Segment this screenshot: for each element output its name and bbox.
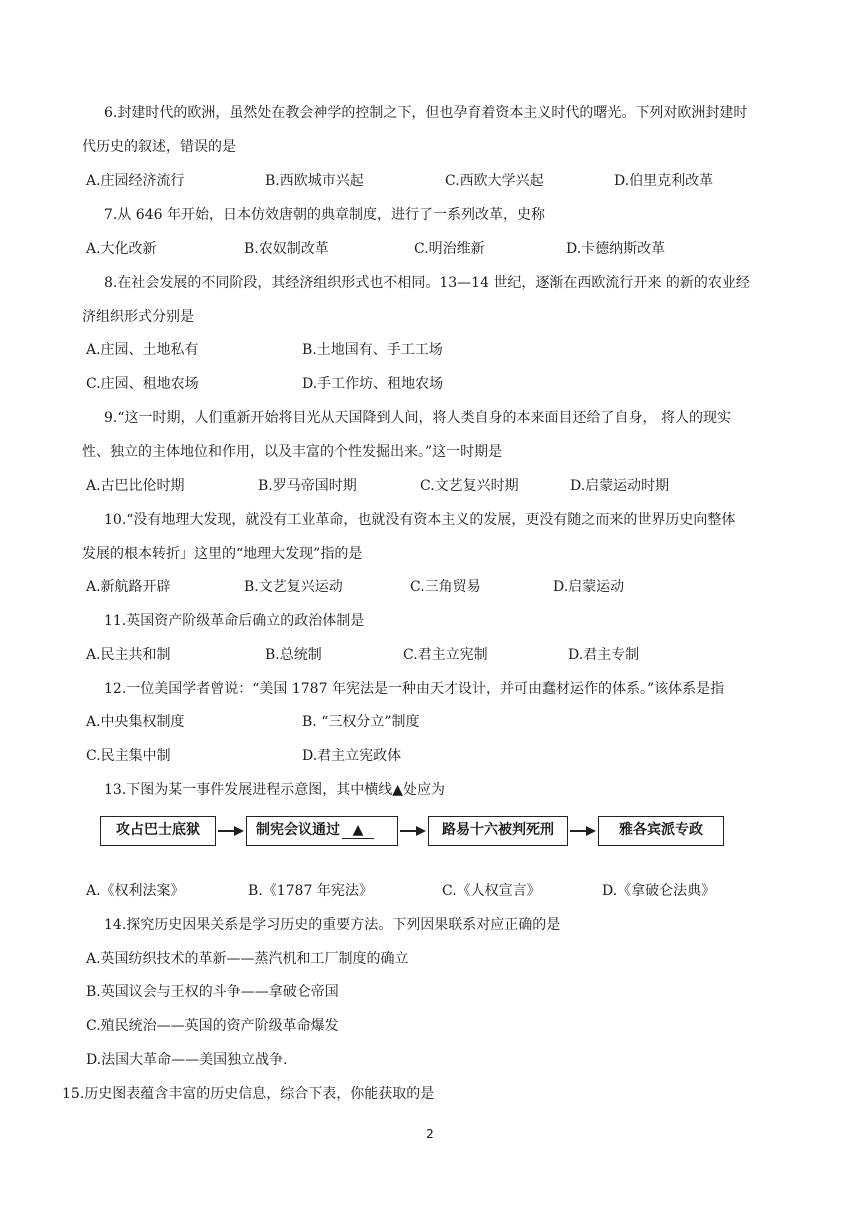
q6-option-c: C.西欧大学兴起 (445, 173, 544, 189)
flow-step-2 (246, 816, 398, 846)
q8-option-d: D.手工作坊、租地农场 (302, 376, 444, 392)
q12-option-d: D.君主立宪政体 (302, 748, 402, 764)
q13-flow-diagram (100, 816, 703, 850)
q7-stem: 7.从 646 年开始，日本仿效唐朝的典章制度，进行了一系列改革，史称 (104, 207, 545, 223)
q14-option-c: C.殖民统治——英国的资产阶级革命爆发 (86, 1018, 339, 1034)
q12-stem: 12.一位美国学者曾说：“美国 1787 年宪法是一种由天才设计，并可由蠢材运作的体系。”该体系是指 (104, 681, 725, 697)
q10-option-c: C.三角贸易 (410, 579, 481, 595)
q6-stem-line2: 代历史的叙述，错误的是 (82, 139, 236, 155)
flow-step-2-blank: ▲ (342, 822, 374, 839)
q11-stem: 11.英国资产阶级革命后确立的政治体制是 (104, 613, 365, 629)
q11-option-a: A.民主共和制 (86, 647, 171, 663)
q14-stem: 14.探究历史因果关系是学习历史的重要方法。下列因果联系对应正确的是 (104, 917, 561, 933)
flow-step-4: 雅各宾派专政 (598, 816, 724, 846)
q10-option-d: D.启蒙运动 (553, 579, 625, 595)
flow-step-3: 路易十六被判死刑 (428, 816, 568, 846)
q10-stem-line2: 发展的根本转折」这里的“地理大发现”指的是 (82, 546, 363, 562)
q9-stem-line1: 9.“这一时期，人们重新开始将目光从天国降到人间，将人类自身的本来面目还给了自身， 将人的现实 (104, 410, 731, 426)
flow-arrow-1 (218, 824, 244, 838)
q11-option-b: B.总统制 (265, 647, 322, 663)
q8-stem-line1: 8.在社会发展的不同阶段，其经济组织形式也不相同。13—14 世纪，逐渐在西欧流行开来 的新的农业经 (104, 275, 750, 291)
q11-option-c: C.君主立宪制 (403, 647, 488, 663)
q13-stem: 13.下图为某一事件发展进程示意图，其中横线▲处应为 (104, 782, 446, 798)
q6-option-a: A.庄园经济流行 (86, 173, 185, 189)
q12-option-b: B. “三权分立”制度 (302, 714, 420, 730)
q15-stem: 15.历史图表蕴含丰富的历史信息，综合下表，你能获取的是 (62, 1086, 435, 1102)
q6-option-d: D.伯里克利改革 (614, 173, 714, 189)
q10-option-a: A.新航路开辟 (86, 579, 171, 595)
q12-option-c: C.民主集中制 (86, 748, 171, 764)
q7-option-a: A.大化改新 (86, 241, 157, 257)
q9-option-c: C.文艺复兴时期 (420, 478, 519, 494)
q10-option-b: B.文艺复兴运动 (244, 579, 343, 595)
q9-option-a: A.古巴比伦时期 (86, 478, 185, 494)
q8-option-c: C.庄园、租地农场 (86, 376, 199, 392)
flow-arrow-3 (570, 824, 596, 838)
q11-option-d: D.君主专制 (568, 647, 640, 663)
q13-option-c: C.《人权宣言》 (442, 883, 541, 899)
q13-option-b: B.《1787 年宪法》 (248, 883, 373, 899)
q6-option-b: B.西欧城市兴起 (265, 173, 364, 189)
flow-arrow-2 (400, 824, 426, 838)
q8-stem-line2: 济组织形式分别是 (82, 309, 194, 325)
flow-step-1: 攻占巴士底狱 (100, 816, 216, 846)
q13-option-a: A.《权利法案》 (86, 883, 185, 899)
q14-option-a: A.英国纺织技术的革新——蒸汽机和工厂制度的确立 (86, 951, 409, 967)
q10-stem-line1: 10.“没有地理大发现，就没有工业革命，也就没有资本主义的发展，更没有随之而来的世界历史向整体 (104, 512, 736, 528)
q12-option-a: A.中央集权制度 (86, 714, 185, 730)
q9-stem-line2: 性、独立的主体地位和作用，以及丰富的个性发掘出来。”这一时期是 (82, 444, 503, 460)
q6-stem-line1: 6.封建时代的欧洲，虽然处在教会神学的控制之下，但也孕育着资本主义时代的曙光。下列对欧洲封建时 (104, 105, 748, 121)
q7-option-b: B.农奴制改革 (244, 241, 329, 257)
q14-option-b: B.英国议会与王权的斗争——拿破仑帝国 (86, 984, 339, 1000)
q8-option-b: B.土地国有、手工工场 (302, 342, 443, 358)
q9-option-d: D.启蒙运动时期 (570, 478, 670, 494)
q13-option-d: D.《拿破仑法典》 (602, 883, 716, 899)
q7-option-d: D.卡德纳斯改革 (566, 241, 666, 257)
q9-option-b: B.罗马帝国时期 (258, 478, 357, 494)
flow-step-2-label: 制宪会议通过 (256, 822, 340, 838)
page-number: 2 (426, 1127, 434, 1141)
q14-option-d: D.法国大革命——美国独立战争. (86, 1052, 288, 1068)
q8-option-a: A.庄园、土地私有 (86, 342, 199, 358)
q7-option-c: C.明治维新 (414, 241, 485, 257)
